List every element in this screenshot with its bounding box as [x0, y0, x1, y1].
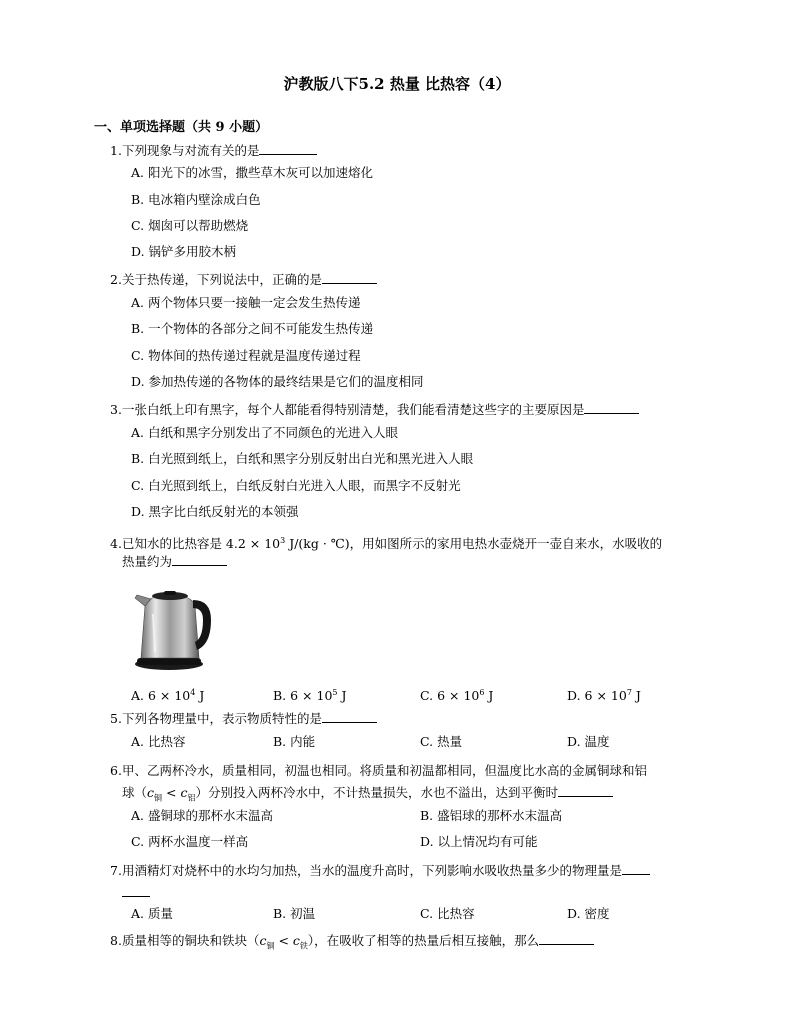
option-d[interactable]: D. 黑字比白纸反射光的本领强 [131, 504, 299, 519]
question-1 [110, 142, 750, 160]
option-c[interactable]: C. 烟囱可以帮助燃烧 [131, 218, 249, 233]
answer-blank-continued[interactable] [122, 884, 150, 897]
option-c[interactable]: C. $6 \times 10^6$ J [420, 688, 494, 704]
page-title: 沪教版八下5.2 热量 比热容（4） [283, 75, 511, 93]
option-d[interactable]: D. 以上情况均有可能 [420, 834, 538, 849]
option-a[interactable]: A. 质量 [131, 906, 173, 921]
question-4 [110, 532, 750, 553]
option-d[interactable]: D. 密度 [567, 906, 610, 921]
question-5 [110, 710, 750, 728]
answer-blank[interactable] [539, 932, 594, 945]
option-b[interactable]: B. $6 \times 10^5$ J [273, 688, 347, 704]
option-a[interactable]: A. 两个物体只要一接触一定会发生热传递 [131, 295, 361, 310]
option-b[interactable]: B. 一个物体的各部分之间不可能发生热传递 [131, 321, 374, 336]
option-c[interactable]: C. 热量 [420, 734, 463, 749]
question-2 [110, 271, 750, 289]
option-d[interactable]: D. 锅铲多用胶木柄 [131, 244, 237, 259]
question-8: 8.质量相等的铜块和铁块$(c_铜 < c_铁)$，在吸收了相等的热量后相互接触，那么 [110, 932, 750, 956]
question-stem: 下列现象与对流有关的是 [121, 143, 260, 158]
option-a[interactable]: A. 阳光下的冰雪，撒些草木灰可以加速熔化 [131, 165, 373, 180]
option-c[interactable]: C. 比热容 [420, 906, 475, 921]
question-7 [110, 862, 750, 880]
option-d[interactable]: D. $6 \times 10^7$ J [567, 688, 641, 704]
option-a[interactable]: A. 盛铜球的那杯水末温高 [131, 808, 273, 823]
answer-blank[interactable] [622, 862, 650, 875]
question-number: 8. [110, 933, 122, 948]
answer-blank[interactable] [558, 784, 613, 797]
question-stem-unit: J/(kg · ℃)，用如图所示的家用电热水壶烧开一壶自来水，水吸收的 [285, 536, 663, 552]
option-a[interactable]: A. 比热容 [131, 734, 186, 749]
question-number: 1. [110, 143, 122, 158]
option-b[interactable]: B. 白光照到纸上，白纸和黑字分别反射出白光和黑光进入人眼 [131, 451, 474, 466]
section-heading: 一、单项选择题（共 9 小题） [94, 120, 269, 135]
question-number: 3. [110, 402, 122, 417]
option-b[interactable]: B. 初温 [273, 906, 316, 921]
question-stem: 关于热传递，下列说法中，正确的是 [121, 272, 322, 287]
question-number: 2. [110, 272, 122, 287]
question-number: 4. [110, 536, 122, 552]
answer-blank[interactable] [584, 401, 639, 414]
exponent: 3 [280, 536, 286, 545]
question-6-line-2: 球$(c_铜 < c_铝)$分别投入两杯冷水中，不计热量损失，水也不溢出，达到平衡时 [122, 784, 762, 808]
question-stem: 下列各物理量中，表示物质特性的是 [121, 711, 322, 726]
option-d[interactable]: D. 参加热传递的各物体的最终结果是它们的温度相同 [131, 374, 424, 389]
question-stem: 已知水的比热容是 4.2 × 10 [121, 536, 281, 552]
option-a[interactable]: A. 白纸和黑字分别发出了不同颜色的光进入人眼 [131, 425, 398, 440]
question-stem: 甲、乙两杯冷水，质量相同，初温也相同。将质量和初温都相同，但温度比水高的金属铜球和铝 [121, 763, 647, 778]
question-number: 5. [110, 711, 122, 726]
question-6 [110, 762, 750, 780]
option-c[interactable]: C. 两杯水温度一样高 [131, 834, 249, 849]
option-b[interactable]: B. 盛铝球的那杯水末温高 [420, 808, 563, 823]
question-7-line-2 [122, 884, 762, 902]
question-4-line-2 [122, 553, 762, 571]
option-d[interactable]: D. 温度 [567, 734, 610, 749]
option-c[interactable]: C. 物体间的热传递过程就是温度传递过程 [131, 348, 361, 363]
question-number: 7. [110, 863, 122, 878]
answer-blank[interactable] [322, 710, 377, 723]
question-stem: 一张白纸上印有黑字，每个人都能看得特别清楚，我们能看清楚这些字的主要原因是 [121, 402, 585, 417]
question-number: 6. [110, 763, 122, 778]
question-stem: 热量约为 [122, 554, 173, 569]
answer-blank[interactable] [259, 142, 317, 155]
question-stem: 用酒精灯对烧杯中的水均匀加热，当水的温度升高时，下列影响水吸收热量多少的物理量是 [121, 863, 622, 878]
option-c[interactable]: C. 白光照到纸上，白纸反射白光进入人眼，而黑字不反射光 [131, 478, 461, 493]
question-3 [110, 401, 750, 419]
option-b[interactable]: B. 电冰箱内壁涂成白色 [131, 192, 261, 207]
option-b[interactable]: B. 内能 [273, 734, 316, 749]
answer-blank[interactable] [172, 553, 227, 566]
electric-kettle-image [131, 584, 213, 672]
answer-blank[interactable] [322, 271, 377, 284]
option-a[interactable]: A. $6 \times 10^4$ J [131, 688, 205, 704]
